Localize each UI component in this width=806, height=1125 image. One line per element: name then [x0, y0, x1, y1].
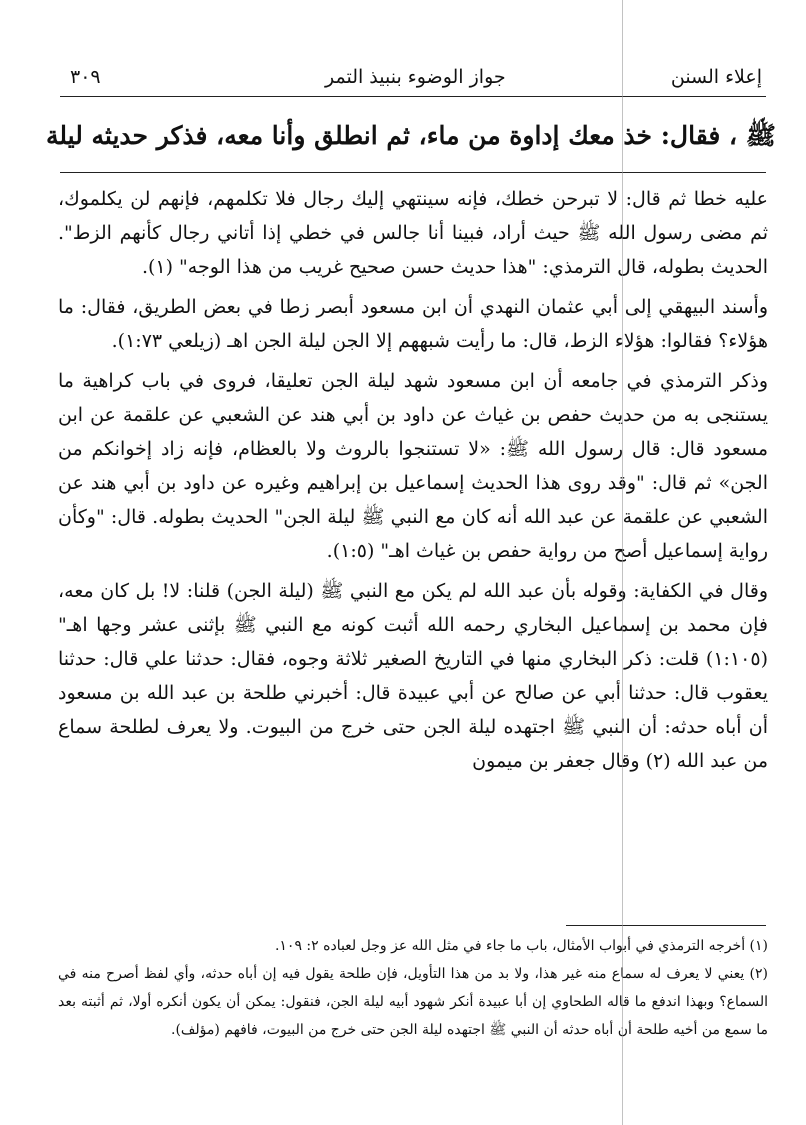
page-header	[60, 62, 766, 97]
lead-line: ﷺ ، فقال: خذ معك إداوة من ماء، ثم انطلق وأنا معه، فذكر حديثه ليلة	[45, 121, 776, 150]
page-number: ٣٠٩	[70, 66, 101, 88]
scan-fold-line	[622, 0, 623, 1125]
footnote: (٢) يعني لا يعرف له سماع منه غير هذا، ولا بد من هذا التأويل، فإن طلحة يقول فيه إن أباه حدثه، وأي لفظ أصرح منه في السماع؟ وبهذا اندفع ما قاله الطحاوي إن أبا عبيدة أنكر شهود أبيه ليلة الجن، فنقول: يمكن أن يكون أنكره أولا، ثم أثبته بعد ما سمع من أخيه طلحة أن أباه حدثه أن النبي ﷺ اجتهده ليلة الجن حتى خرج من البيوت، فافهم (مؤلف).	[58, 966, 768, 1038]
paragraph: وأسند البيهقي إلى أبي عثمان النهدي أن ابن مسعود أبصر زطا في بعض الطريق، فقال: ما هؤلاء؟ فقالوا: هؤلاء الزط، قال: ما رأيت شبههم إلا الجن ليلة الجن اهـ (زيلعي ١:٧٣).	[58, 296, 768, 352]
chapter-title: جواز الوضوء بنبيذ التمر	[325, 66, 506, 88]
footnote-divider	[566, 925, 766, 926]
paragraph: وذكر الترمذي في جامعه أن ابن مسعود شهد ليلة الجن تعليقا، فروى في باب كراهية ما يستنجى به من حديث حفص بن غياث عن داود بن أبي هند عن الشعبي عن علقمة عن ابن مسعود قال: قال رسول الله ﷺ: «لا تستنجوا بالروث ولا بالعظام، فإنه زاد إخوانكم من الجن» ثم قال: "وقد روى هذا الحديث إسماعيل بن إبراهيم وغيره عن داود بن أبي هند عن الشعبي عن علقمة عن عبد الله أنه كان مع النبي ﷺ ليلة الجن" الحديث بطوله. قال: "وكأن رواية إسماعيل أصح من رواية حفص بن غياث اهـ" (١:٥).	[58, 370, 768, 562]
book-title: إعلاء السنن	[670, 66, 762, 88]
main-text	[58, 182, 768, 778]
paragraph: عليه خطا ثم قال: لا تبرحن خطك، فإنه سينتهي إليك رجال فلا تكلمهم، فإنهم لن يكلموك، ثم مضى رسول الله ﷺ حيث أراد، فبينا أنا جالس في خطي إذا أتاني رجال كأنهم الزط". الحديث بطوله، قال الترمذي: "هذا حديث حسن صحيح غريب من هذا الوجه" (١).	[58, 188, 768, 278]
paragraph: وقال في الكفاية: وقوله بأن عبد الله لم يكن مع النبي ﷺ (ليلة الجن) قلنا: لا! بل كان معه، فإن محمد بن إسماعيل البخاري رحمه الله أثبت كونه مع النبي ﷺ بإثنى عشر وجها اهـ" (١:١٠٥) قلت: ذكر البخاري منها في التاريخ الصغير ثلاثة وجوه، فقال: حدثنا علي قال: حدثنا يعقوب قال: حدثنا أبي عن صالح عن أبي عبيدة قال: أخبرني طلحة بن عبد الله بن مسعود أن أباه حدثه: أن النبي ﷺ اجتهده ليلة الجن حتى خرج من البيوت. ولا يعرف لطلحة سماع من عبد الله (٢) وقال جعفر بن ميمون	[58, 580, 768, 772]
footnotes	[58, 932, 768, 1044]
footnote: (١) أخرجه الترمذي في أبواب الأمثال، باب ما جاء في مثل الله عز وجل لعباده ٢: ١٠٩.	[274, 938, 768, 954]
lead-divider	[60, 172, 766, 173]
